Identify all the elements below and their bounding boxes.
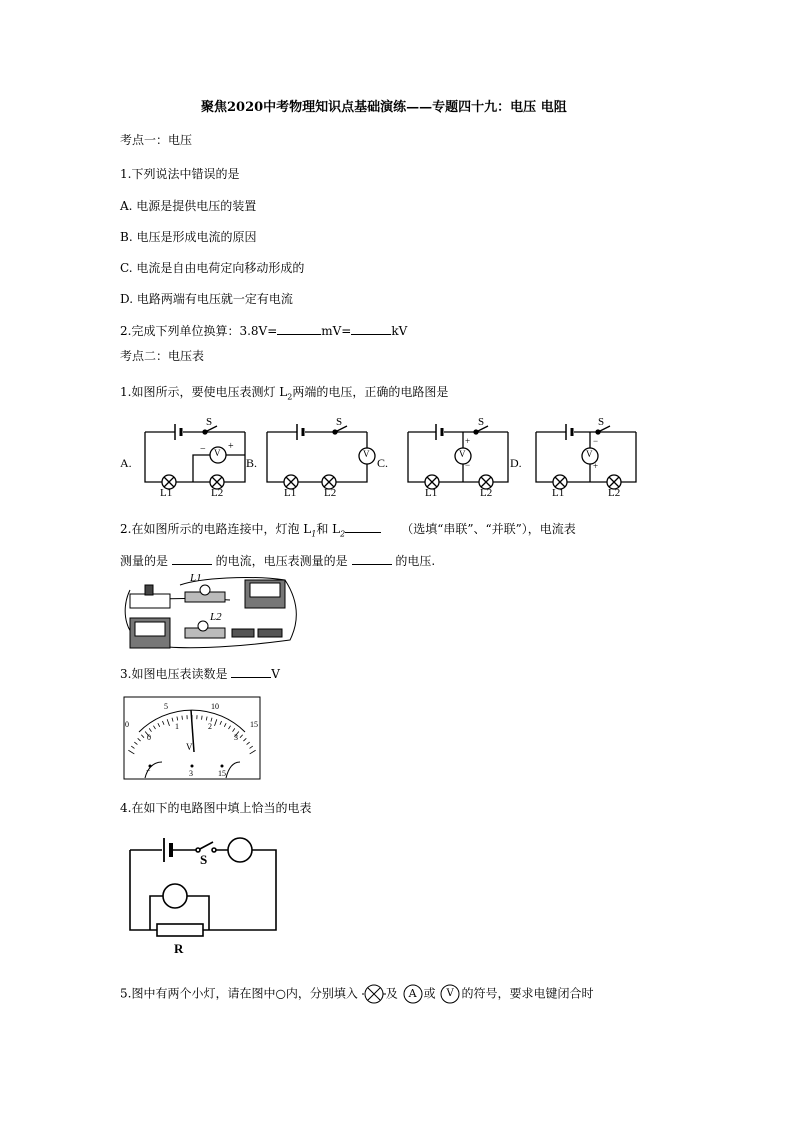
dial-lower-3: 3	[234, 733, 238, 742]
option-label-c: C.	[377, 456, 389, 470]
q1-option-a: A. 电源是提供电压的装置	[120, 199, 257, 213]
lamp-label-d2: L2	[608, 487, 621, 499]
terminal-15: 15	[218, 769, 226, 778]
q1-stem: 1.下列说法中错误的是	[120, 167, 240, 181]
switch-label-c: S	[478, 416, 485, 428]
q3-subscript: 2	[287, 392, 293, 402]
lamp-label-b2: L2	[324, 487, 337, 499]
section-heading-voltmeter: 考点二：电压表	[120, 349, 205, 363]
q4-text-f: 测量的是	[120, 554, 169, 568]
voltmeter-symbol-letter: V	[446, 988, 454, 999]
terminal-3: 3	[189, 769, 193, 778]
q3-text-b: 两端的电压，正确的电路图是	[292, 385, 449, 399]
lamp-label-a2: L2	[211, 487, 224, 499]
q7-text-a: 5.图中有两个小灯，请在图中○内，分别填入	[120, 986, 358, 1001]
q6-resistor-label: R	[174, 941, 184, 956]
terminal-minus: −	[146, 766, 151, 775]
dial-upper-5: 5	[164, 702, 168, 711]
plus-a: +	[228, 441, 234, 452]
dial-lower-1: 1	[175, 722, 179, 731]
dial-upper-0: 0	[125, 720, 129, 729]
q6-switch-label: S	[200, 852, 208, 867]
q7-text-b: 及	[385, 986, 398, 1001]
switch-label-b: S	[336, 416, 343, 428]
lamp-label-c2: L2	[480, 487, 493, 499]
q2-text-b: mV=	[321, 324, 352, 338]
dial-lower-2: 2	[208, 722, 212, 731]
section-heading-voltage: 考点一：电压	[120, 133, 193, 147]
q1-option-d: D. 电路两端有电压就一定有电流	[120, 292, 293, 306]
plus-d: +	[593, 461, 599, 471]
q1-option-c: C. 电流是自由电荷定向移动形成的	[120, 261, 305, 275]
q7-line	[120, 984, 593, 1004]
switch-label-d: S	[598, 416, 605, 428]
option-label-a: A.	[120, 456, 132, 470]
q5-text-a: 3.如图电压表读数是	[120, 667, 228, 681]
photo-label-l1: L1	[190, 572, 202, 584]
dial-upper-10: 10	[211, 702, 219, 711]
dial-unit-v: V	[186, 742, 193, 752]
ammeter-symbol-letter: A	[408, 987, 417, 1000]
switch-label-a: S	[206, 416, 213, 428]
dial-lower-0: 0	[147, 733, 151, 742]
lamp-label-a1: L1	[160, 487, 173, 499]
q4-sub-1: 1	[311, 529, 317, 539]
lamp-label-d1: L1	[552, 487, 565, 499]
photo-label-l2: L2	[210, 611, 222, 623]
lamp-label-b1: L1	[284, 487, 297, 499]
meter-v-b: V	[363, 449, 370, 459]
q6-stem: 4.在如下的电路图中填上恰当的电表	[120, 801, 312, 815]
lamp-symbol-icon	[362, 984, 386, 1004]
option-label-b: B.	[246, 456, 258, 470]
option-label-d: D.	[510, 456, 522, 470]
q4-text-h: 的电压.	[395, 554, 436, 568]
plus-c: +	[465, 436, 471, 446]
page-title: 聚焦2020中考物理知识点基础演练——专题四十九：电压 电阻	[201, 100, 567, 115]
q1-option-b: B. 电压是形成电流的原因	[120, 230, 257, 244]
q4-sub-2: 2	[340, 529, 346, 539]
q3-text-a: 1.如图所示，要使电压表测灯 L	[120, 385, 288, 399]
meter-v-c: V	[459, 449, 466, 459]
q7-text-c: 或	[423, 986, 436, 1001]
q5-text-b: V	[271, 667, 280, 681]
q4-text-e: （选填“串联”、“并联”），电流表	[401, 522, 576, 536]
minus-c: −	[465, 460, 471, 470]
minus-a: −	[200, 444, 206, 455]
q7-text-d: 的符号，要求电键闭合时	[461, 986, 594, 1001]
minus-d: −	[593, 436, 599, 446]
meter-v-d: V	[586, 449, 593, 459]
ammeter-symbol-icon	[402, 984, 424, 1004]
q2-text-a: 2.完成下列单位换算：3.8V=	[120, 324, 278, 338]
voltmeter-symbol-icon	[439, 984, 461, 1004]
lamp-label-c1: L1	[425, 487, 438, 499]
meter-v-a: V	[214, 448, 221, 458]
q4-text-g: 的电流，电压表测量的是	[215, 554, 348, 568]
dial-upper-15: 15	[250, 720, 258, 729]
q4-text-a: 2.在如图所示的电路连接中，灯泡 L	[120, 522, 312, 536]
q2-text-c: kV	[391, 324, 408, 338]
q4-text-c: 和 L	[316, 522, 341, 536]
